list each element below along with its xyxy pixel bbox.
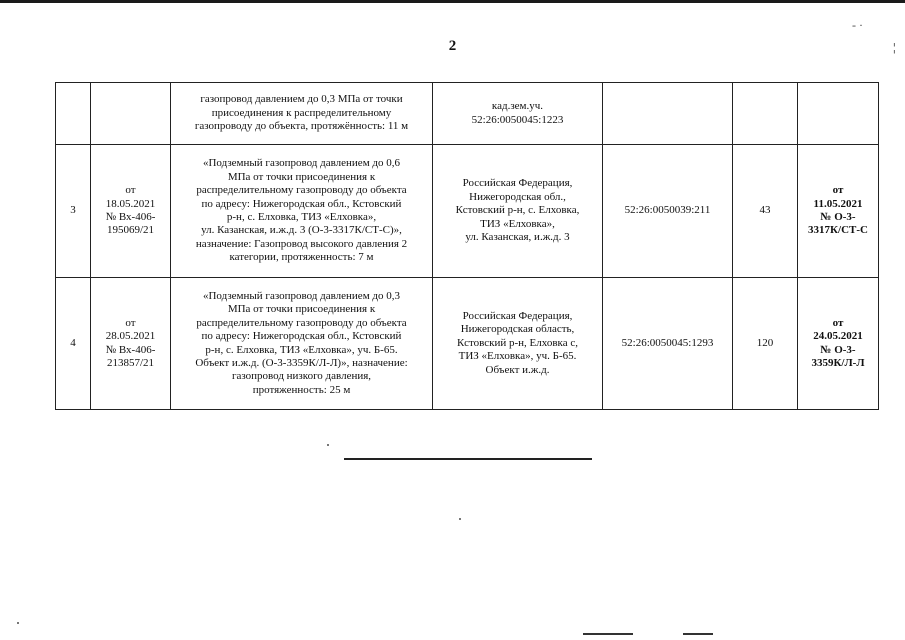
table-row [56, 83, 879, 145]
scan-mark: - · [852, 18, 863, 32]
cell-text-line: Нижегородская область, [460, 323, 575, 336]
cell-text-line: от [832, 316, 844, 329]
area-cell: 43 [733, 145, 798, 278]
cell-text-line: 24.05.2021 [813, 330, 863, 343]
request-cell [91, 83, 171, 145]
cell-text-line: присоединения к распределительному [211, 106, 392, 119]
request-cell [91, 278, 171, 410]
row-number-cell: 4 [56, 278, 91, 410]
scan-speck [459, 518, 461, 520]
cell-text-line: № О-3- [820, 211, 856, 223]
cell-text-line: 28.05.2021 [105, 330, 156, 343]
area-cell: 120 [733, 278, 798, 410]
cell-text-line: по адресу: Нижегородская обл., Кстовский [201, 197, 402, 210]
technical-conditions-cell [798, 278, 879, 410]
cell-text-line: р-н, с. Елховка, ТИЗ «Елховка», [226, 211, 377, 223]
location-cell [433, 145, 603, 278]
cadastral-number-cell: 52:26:0050039:211 [603, 145, 733, 278]
cell-text-line: 195069/21 [106, 224, 155, 237]
cell-text-line: ТИЗ «Елховка», уч. Б-65. [458, 350, 577, 363]
cell-text-line: кад.зем.уч. [491, 100, 544, 113]
cell-text-line: ТИЗ «Елховка», [480, 217, 555, 230]
register-table [55, 82, 879, 410]
table-row [56, 278, 879, 410]
cell-text-line: Кстовский р-н, с. Елховка, [455, 204, 580, 217]
row-number-cell [56, 83, 91, 145]
cell-text-line: Нижегородская обл., [469, 190, 566, 203]
object-description-cell [171, 278, 433, 410]
cell-text-line: «Подземный газопровод давлением до 0,3 [202, 289, 401, 302]
cell-text-line: от [125, 316, 136, 329]
cell-text-line: 213857/21 [106, 356, 155, 369]
cell-text-line: р-н, с. Елховка, ТИЗ «Елховка», уч. Б-65. [205, 343, 398, 356]
scan-speck [17, 622, 19, 624]
row-number-cell: 3 [56, 145, 91, 278]
technical-conditions-cell [798, 145, 879, 278]
scan-mark-bottom [683, 633, 713, 635]
cell-text-line: 3359К/Л-Л [811, 356, 865, 369]
cadastral-number-cell: 52:26:0050045:1293 [603, 278, 733, 410]
cell-text-line: от [832, 184, 844, 197]
cell-text-line: Российская Федерация, [462, 309, 573, 322]
cell-text-line: МПа от точки присоединения к [227, 303, 376, 316]
cell-text-line: ул. Казанская, и.ж.д. 3 [465, 231, 570, 244]
area-cell [733, 83, 798, 145]
cell-text-line: Российская Федерация, [462, 177, 573, 190]
cell-text-line: распределительному газопроводу до объекта [196, 184, 407, 197]
page-number: 2 [448, 38, 457, 54]
cell-text-line: категории, протяженность: 7 м [229, 251, 374, 264]
cell-text-line: 11.05.2021 [813, 197, 863, 210]
cell-text-line: 52:26:0050045:1223 [471, 113, 564, 126]
cell-text-line: МПа от точки присоединения к [227, 170, 376, 183]
request-cell [91, 145, 171, 278]
top-border-rule [0, 0, 905, 3]
cell-text-line: Объект и.ж.д. (О-3-3359К/Л-Л)», назначение: [195, 356, 408, 369]
technical-conditions-cell [798, 83, 879, 145]
table-row [56, 145, 879, 278]
cell-text-line: № О-3- [820, 343, 856, 356]
cell-text-line: № Вх-406- [105, 211, 156, 223]
scan-mark-bottom [583, 633, 633, 635]
cell-text-line: протяженность: 25 м [252, 383, 351, 396]
closing-line [344, 458, 592, 460]
cell-text-line: назначение: Газопровод высокого давления 2 [195, 237, 408, 250]
cell-text-line: Кстовский р-н, Елховка с, [457, 336, 578, 349]
object-description-cell [171, 83, 433, 145]
cell-text-line: распределительному газопроводу до объекта [196, 316, 407, 329]
cell-text-line: газопровод низкого давления, [231, 370, 372, 383]
scan-mark-edge: ¦ [893, 40, 896, 54]
cell-text-line: ул. Казанская, и.ж.д. 3 (О-3-3317К/СТ-С)», [201, 224, 402, 237]
cell-text-line: по адресу: Нижегородская обл., Кстовский [201, 330, 402, 343]
location-cell [433, 83, 603, 145]
scan-speck [327, 444, 329, 446]
cadastral-number-cell [603, 83, 733, 145]
cell-text-line: Объект и.ж.д. [485, 363, 550, 376]
cell-text-line: «Подземный газопровод давлением до 0,6 [202, 157, 401, 170]
cell-text-line: 18.05.2021 [105, 197, 156, 210]
cell-text-line: от [125, 184, 136, 197]
cell-text-line: газопроводу до объекта, протяжённость: 11 м [194, 120, 409, 133]
cell-text-line: 3317К/СТ-С [808, 224, 868, 237]
location-cell [433, 278, 603, 410]
cell-text-line: газопровод давлением до 0,3 МПа от точки [200, 93, 403, 106]
cell-text-line: № Вх-406- [105, 343, 156, 356]
object-description-cell [171, 145, 433, 278]
